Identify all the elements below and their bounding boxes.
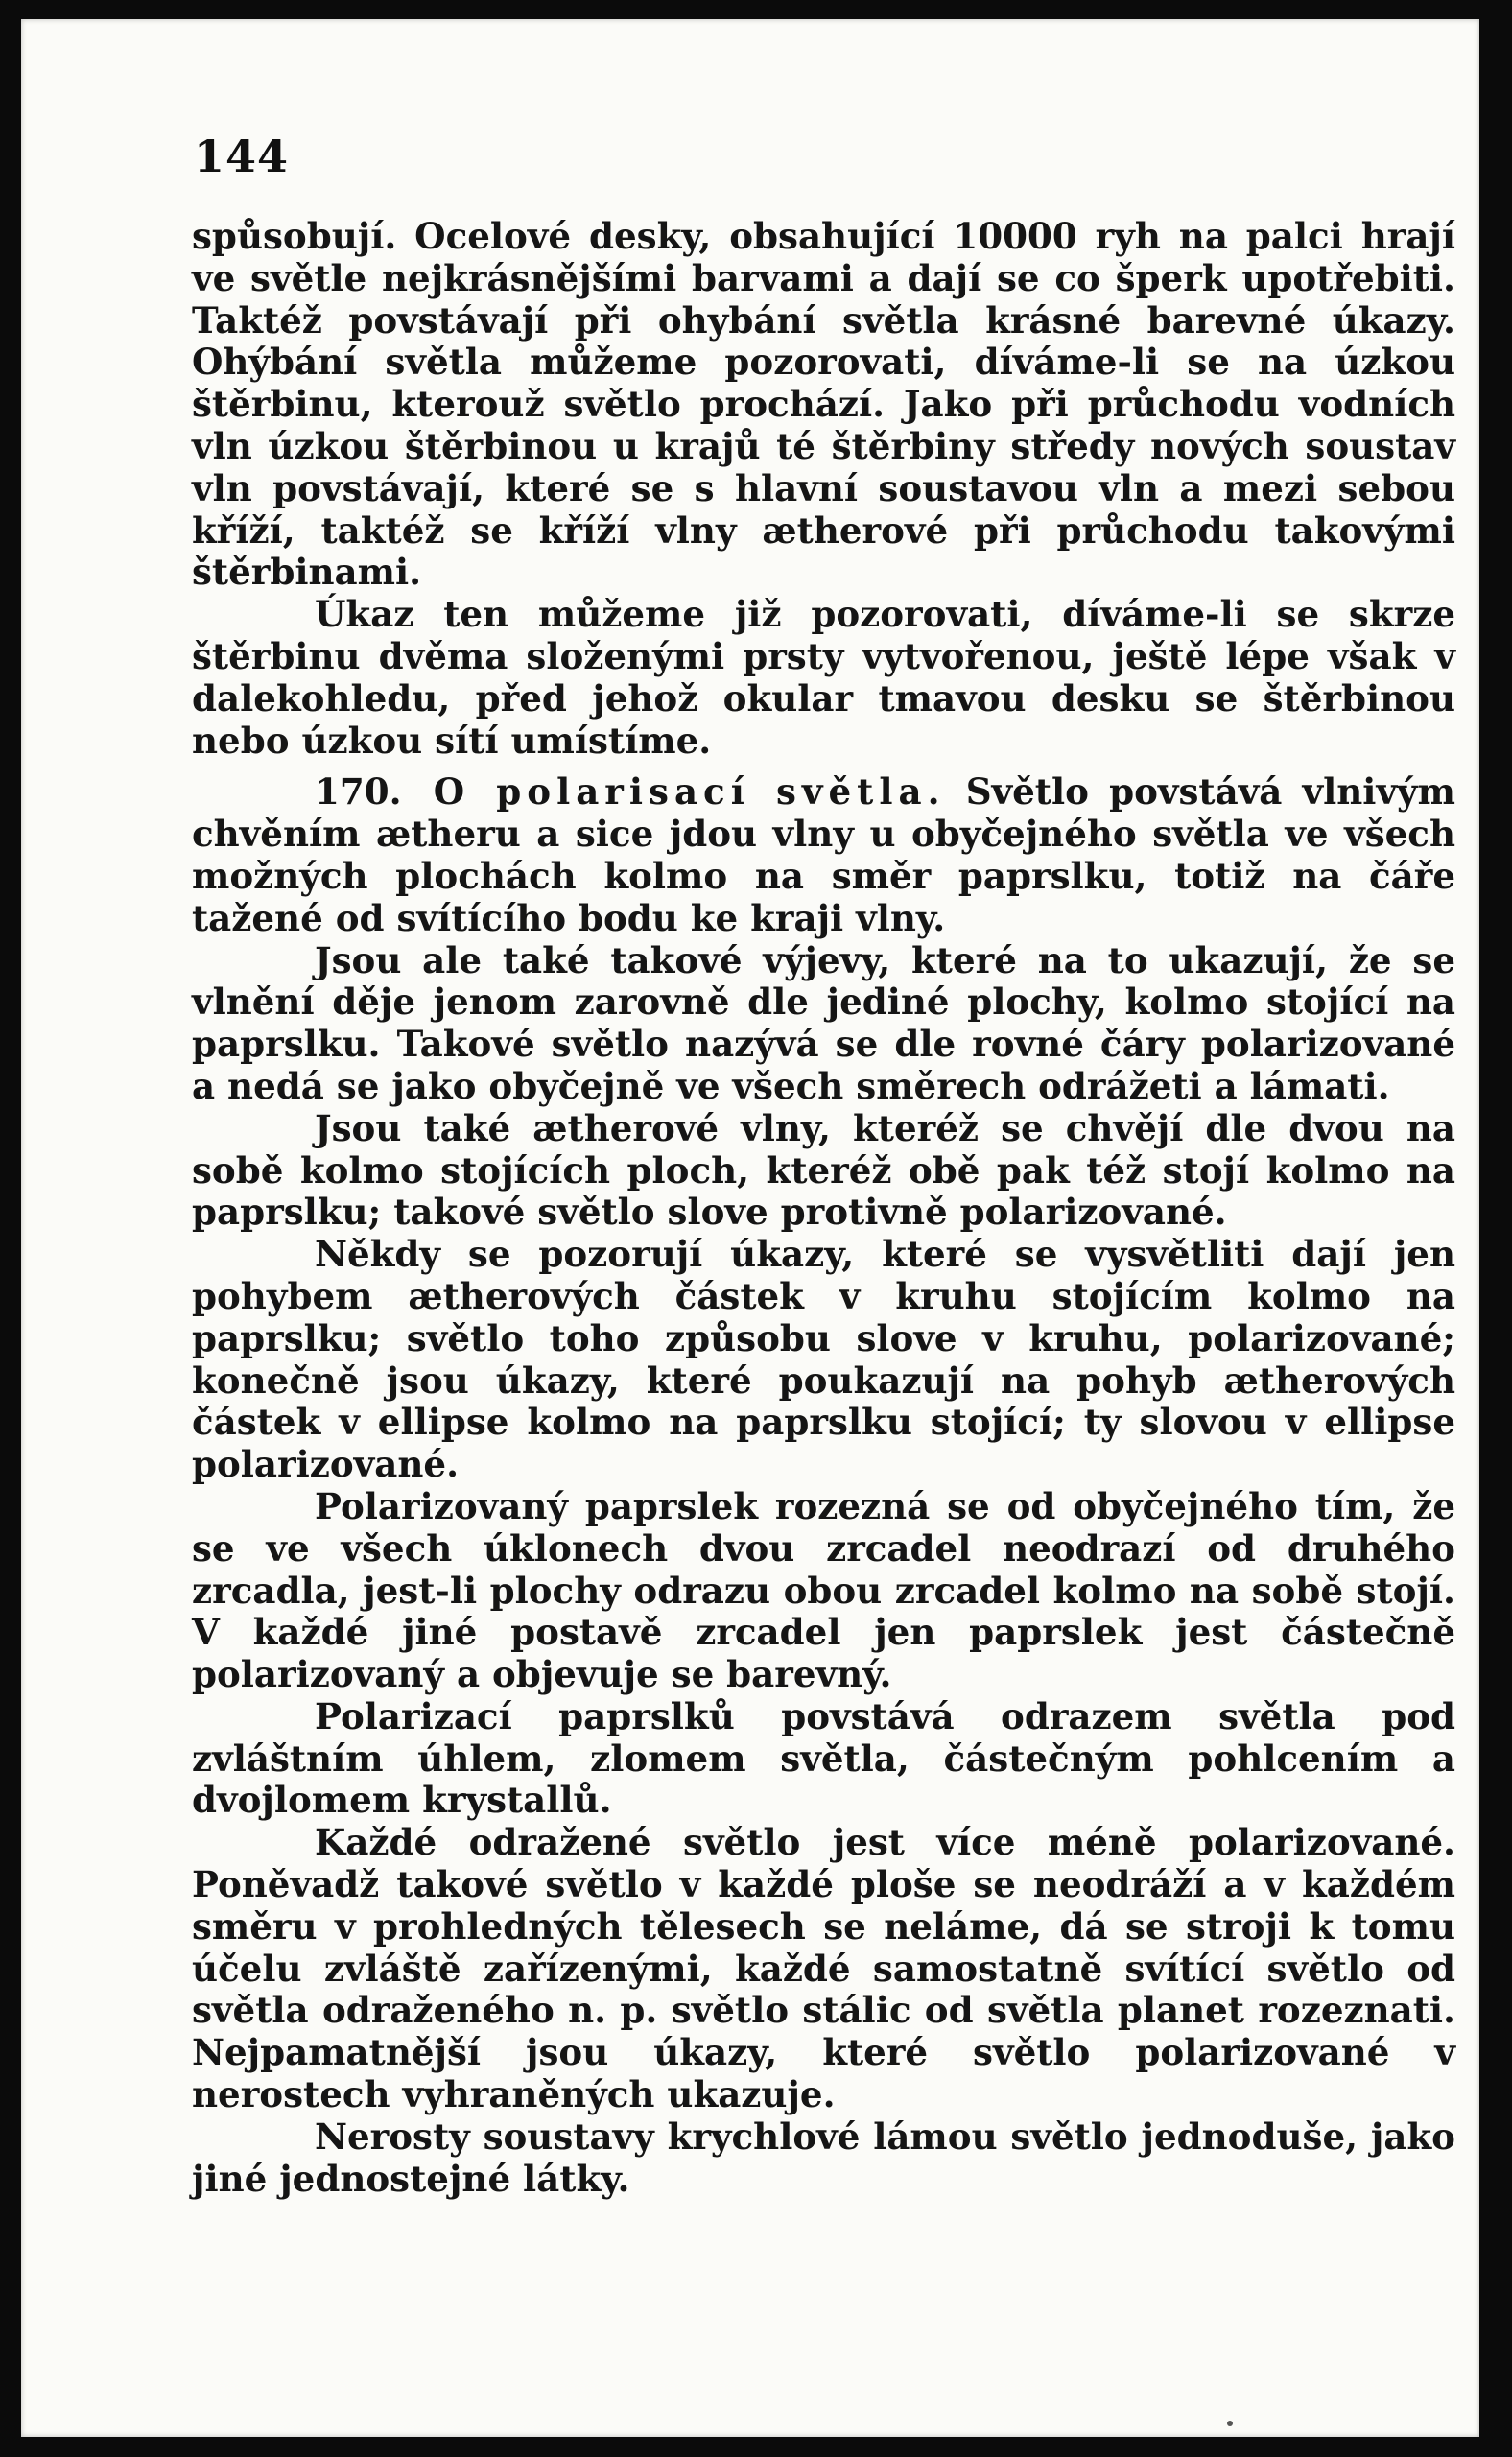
book-page [21, 19, 1479, 2437]
section-170 [192, 771, 1455, 939]
paragraph-cubic-minerals: Nerosty soustavy krychlové lámou světlo jednoduše, jako jiné jednostejné látky. [192, 2114, 1455, 2200]
paragraph-linear-polarization: Jsou ale také takové výjevy, které na to ukazují, že se vlnění děje jenom zarovně dle jediné plochy, kolmo stojící na paprslku. Takové světlo nazývá se dle rovné čáry polarizované a nedá se jako obyčejně ve všech směrech odrážeti a lámati. [192, 938, 1455, 1107]
section-title: O polarisací světla. [433, 770, 946, 814]
page-number: 144 [194, 130, 290, 182]
paragraph-diffraction: spůsobují. Ocelové desky, obsahující 10000 ryh na palci hrají ve světle nejkrásnějšími barvami a dají se co šperk upotřebiti. Taktéž povstávají při ohybání světla krásné barevné úkazy. Ohýbání světla můžeme pozorovati, díváme-li se na úzkou štěrbinu, kterouž světlo prochází. Jako při průchodu vodních vln úzkou štěrbinou u krajů té štěrbiny středy nových soustav vln povstávají, které se s hlavní soustavou vln a mezi sebou kříží, taktéž se kříží vlny ætherové při průchodu takovými štěrbinami. [192, 215, 1455, 594]
paragraph-mirror-test: Polarizovaný paprslek rozezná se od obyčejného tím, že se ve všech úklonech dvou zrcadel neodrazí od druhého zrcadla, jest-li plochy odrazu obou zrcadel kolmo na sobě stojí. V každé jiné postavě zrcadel jen paprslek jest částečně polarizovaný a objevuje se barevný. [192, 1484, 1455, 1696]
paragraph-slit-observation: Úkaz ten můžeme již pozorovati, díváme-li se skrze štěrbinu dvěma složenými prsty vytvořenou, ještě lépe však v dalekohledu, před jehož okular tmavou desku se štěrbinou nebo úzkou sítí umístíme. [192, 593, 1455, 762]
page-body [192, 216, 1455, 2200]
paragraph-cross-polarization: Jsou také ætherové vlny, kteréž se chvějí dle dvou na sobě kolmo stojících ploch, kteréž obě pak též stojí kolmo na paprslku; takové světlo slove protivně polarizované. [192, 1106, 1455, 1234]
paragraph-reflected-light: Každé odražené světlo jest více méně polarizované. Poněvadž takové světlo v každé ploše se neodráží a v každém směru v prohledných tělesech se neláme, dá se stroji k tomu účelu zvláště zařízenými, každé samostatně svítící světlo od světla odraženého n. p. světlo stálic od světla planet rozeznati. Nejpamatnější jsou úkazy, které světlo polarizované v nerostech vyhraněných ukazuje. [192, 1821, 1455, 2116]
section-number: 170. [315, 770, 402, 814]
scan-speck [1227, 2421, 1233, 2426]
paragraph-polarization-sources: Polarizací paprslků povstává odrazem světla pod zvláštním úhlem, zlomem světla, částečným pohlcením a dvojlomem krystallů. [192, 1694, 1455, 1822]
section-intro: Světlo povstává vlnivým chvěním ætheru a sice jdou vlny u obyčejného světla ve všech možných plochách kolmo na směr paprslku, totiž na čáře tažené od svítícího bodu ke kraji vlny. [192, 770, 1456, 939]
paragraph-circular-elliptical: Někdy se pozorují úkazy, které se vysvětliti dají jen pohybem ætherových částek v kruhu stojícím kolmo na paprslku; světlo toho způsobu slove v kruhu, polarizované; konečně jsou úkazy, které poukazují na pohyb ætherových částek v ellipse kolmo na paprslku stojící; ty slovou v ellipse polarizované. [192, 1233, 1455, 1486]
